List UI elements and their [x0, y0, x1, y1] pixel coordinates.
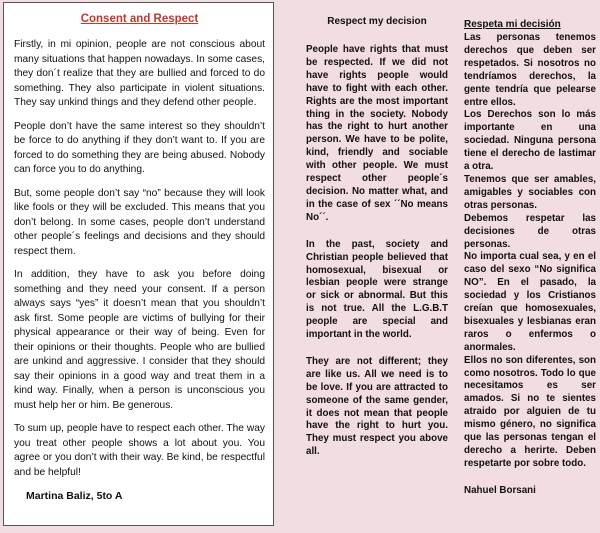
essay-paragraph: In the past, society and Christian people believed that homosexual, bisexual or lesbian people were strange or sick or abnormal. But this is not true. All the L.G.B.T people are special and important in the world. — [306, 238, 448, 341]
respect-essay-panel — [306, 16, 448, 473]
spanish-essay-title: Respeta mi decisión — [464, 19, 561, 30]
essay-paragraph: People have rights that must be respected. If we did not have rights people would have to fight with each other. Rights are the most important thing in the society. Nobody has the right to hurt another person. We have to be polite, kind, friendly and sociable with other people. We must respect other people´s decision. No matter what, and in the case of sex ´´No means No´´. — [306, 44, 448, 223]
spanish-essay-author: Nahuel Borsani — [464, 484, 536, 496]
consent-essay-panel — [3, 2, 274, 526]
essay-line: Los Derechos son lo más importante en una sociedad. Ninguna persona tiene el derecho de lastimar a otra. — [464, 109, 596, 173]
essay-author: Martina Baliz, 5to A — [26, 490, 123, 502]
essay-paragraph: People don’t have the same interest so they shouldn’t be force to do anything if they don’t want to. If you are forced to do something they are being abused. Nobody can force you to do anything. — [14, 120, 265, 175]
essay-line: Las personas tenemos derechos que deben ser respetados. Si nosotros no tendríamos derechos, la gente tendría que pelearse entre ellos. — [464, 32, 596, 108]
essay-line: Debemos respetar las decisiones de otras personas. — [464, 212, 596, 250]
respect-essay-title: Respect my decision — [327, 16, 427, 27]
essay-line: Ellos no son diferentes, son como nosotros. Todo lo que necesitamos es ser amados. Si no te sientes atraido por alguien de tu mismo género, no significa que las personas tengan el derecho a herirte. Deben respetarte por sobre todo. — [464, 354, 596, 469]
essay-paragraph: Firstly, in mi opinion, people are not conscious about many situations that happen nowadays. In some cases, they don´t realize that they are bullied and forced to do something. They also participate in violent situations. They say unkind things and they defend other people. — [14, 39, 265, 108]
consent-essay-title: Consent and Respect — [80, 13, 199, 25]
essay-line: No importa cual sea, y en el caso del sexo “No significa NO”. En el pasado, la sociedad y los Cristianos creían que homosexuales, bisexuales y lesbianas eran raros o enfermos o anormales. — [464, 251, 596, 353]
essay-paragraph: But, some people don’t say “no” because they will look like fools or they will be excluded. This means that you don’t belong. In some cases, people don’t understand other people´s feelings and decisions and they should respect them. — [14, 187, 265, 257]
spanish-essay-panel — [464, 19, 596, 496]
essay-line: Tenemos que ser amables, amigables y sociables con otras personas. — [464, 173, 596, 211]
essay-paragraph: They are not different; they are like us. All we need is to be love. If you are attracted to someone of the same gender, it does not mean that people have the right to hurt you. They must respect you above all. — [306, 355, 448, 458]
essay-paragraph: In addition, they have to ask you before doing something and they need your consent. If a person always says “yes” it doesn’t mean that you shouldn’t ask first. Some people are victims of bullying for their physical appearance or their way of being. Even for their opinions or their thoughts. People who are bullied are unkind and aggressive. I consider that they should say their opinions in a good way and treat them in a kind way. Finally, when a person is unconscious you must help her or him. Be generous. — [14, 269, 265, 411]
essay-paragraph: To sum up, people have to respect each other. The way you treat other people shows a lot about you. You agree or you don’t with their way. Be kind, be respectful and be helpful! — [14, 423, 265, 478]
